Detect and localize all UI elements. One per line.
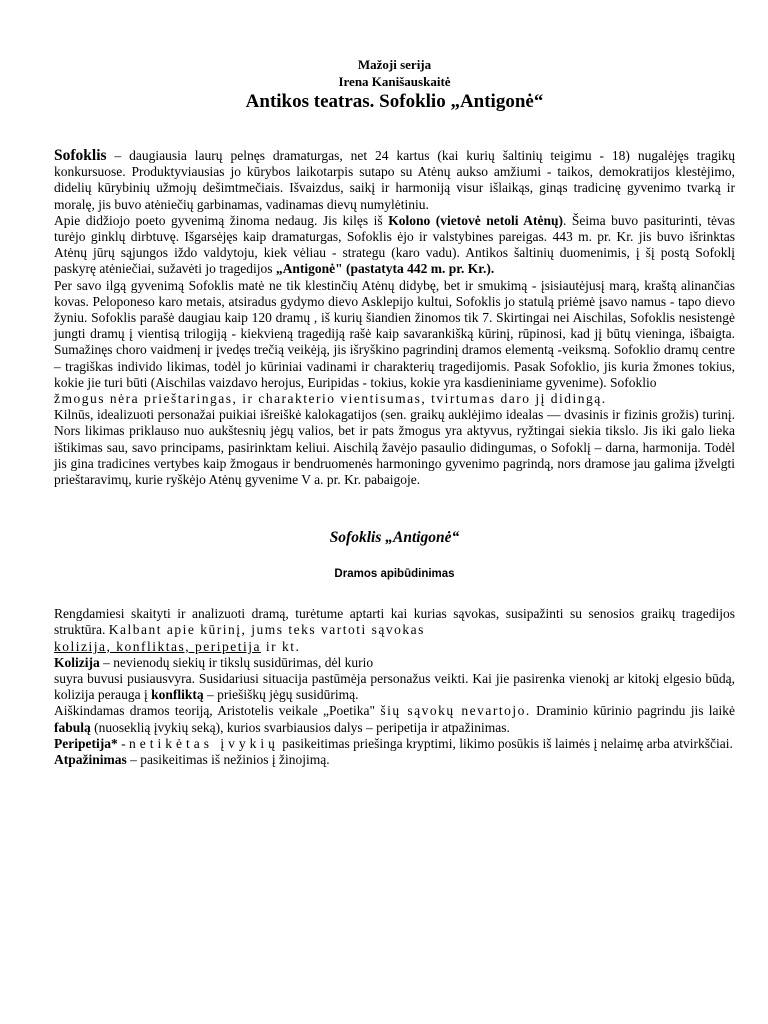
bold-antigone-date: „Antigonė" (pastatyta 442 m. pr. Kr.). xyxy=(275,261,495,277)
section-subtitle: Dramos apibūdinimas xyxy=(334,568,455,581)
spaced-text: šių sąvokų nevartojo. xyxy=(380,703,531,719)
term-atpazinimas: Atpažinimas xyxy=(54,752,127,768)
page-title: Antikos teatras. Sofoklio „Antigonė“ xyxy=(245,91,544,112)
series-label: Mažoji serija xyxy=(357,57,432,72)
text-span: Kilnūs, idealizuoti personažai puikiai išreiškė kalokagatijos (sen. graikų auklėjimo idealas — dvasinis ir fizinis grožis) turinį. Nors likimas priklauso nuo aukštesnių jėgų valios, bet ir pats žmogus yra aktyvus, ryžtingai siekia tikslo. Jis iki galo lieka ištikimas sau, savo principams, pasirinktam keliui. Aischilą žavėjo pasaulio didingumas, o Sofoklį – darna, harmonija. Todėl jis gina tradicines vertybes kaip žmogaus ir bendruomenės harmoningo gyvenimo pagrindą, nors dramose jau galima įžvelgti prieštaravimų, kurie ryškėjo Atėnų gyvenime V a. pr. Kr. pabaigoje. xyxy=(54,407,735,488)
text-span: Aiškindamas dramos teoriją, Aristotelis veikale „Poetika" xyxy=(54,703,381,719)
paragraph-sofoklis xyxy=(54,148,735,213)
spaced-text: Kalbant apie kūrinį, jums teks vartoti sąvokas xyxy=(108,622,425,638)
text-span: - xyxy=(117,735,129,751)
paragraph-peripetija xyxy=(54,736,735,752)
term-peripetija: Peripetija* xyxy=(54,735,118,751)
text-span: . Šeima buvo pasiturinti, tėvas turėjo ginklų dirbtuvę. Išgarsėjęs kaip dramaturgas, Sofoklis ėjo ir valstybines pareigas. 443 m. pr. Kr. jis buvo išrinktas Atėnų jūrų sąjungos iždo valdytoju, kiek vėliau - strategu (karo vadu). Antikos šaltinių duomenimis, į šį postą Sofoklį paskyrę atėniečiai, sužavėti jo tragedijos xyxy=(54,212,735,277)
text-span: Per savo ilgą gyvenimą Sofoklis matė ne tik klestinčių Atėnų didybę, bet ir smukimą - įsisiautėjusį marą, kraštą alinančias kovas. Peloponeso karo metais, atsiradus gydymo dievo Asklepijo kultui, Sofoklis jo statulą priėmė įsavo namus - tapo dievo žyniu. Sofoklis parašė daugiau kaip 120 dramų , iš kurių šiandien žinomos tik 7. Skirtingai nei Aischilas, Sofoklis nesistengė jungti dramų į vientisą trilogiją - kiekvieną tragediją rašė kaip savarankišką kūrinį, rūpinosi, kad jį būtų vieninga, išbaigta. Sumažinęs choro vaidmenį ir įvedęs trečią veikėją, jis išryškino pagrindinį dramos elementą -veiksmą. Sofoklio dramų centre – tragiškas individo likimas, todėl jo kūriniai vadinami ir charakterių tragedijomis. Pasak Sofoklio, jis kuria žmones tokius, kokie jie turi būti (Aischilas vaizdavo herojus, Euripidas - tokius, kokie yra kasdieniniame gyvenime). Sofoklio xyxy=(54,277,735,390)
spaced-text: netikėtas įvykių xyxy=(128,735,279,751)
section-title: Sofoklis „Antigonė“ xyxy=(329,529,460,547)
spaced-text: žmogus nėra prieštaringas, ir charakterio vientisumas, tvirtumas daro jį didingą. xyxy=(54,391,607,407)
term-fabula: fabulą xyxy=(54,719,91,735)
text-span: – priešiškų jėgų susidūrimą. xyxy=(203,687,359,703)
text-span: – nevienodų siekių ir tikslų susidūrimas, dėl kurio xyxy=(99,654,374,670)
paragraph-career xyxy=(54,278,735,408)
paragraph-kolizija xyxy=(54,655,735,704)
term-kolizija: Kolizija xyxy=(54,654,100,670)
text-span: (nuoseklią įvykių seką), kurios svarbiausios dalys – peripetija ir atpažinimas. xyxy=(90,719,510,735)
text-span: pasikeitimas priešinga kryptimi, likimo posūkis iš laimės į nelaimę arba atvirkščiai. xyxy=(278,735,733,751)
paragraph-aristotelis xyxy=(54,703,735,735)
text-span: – pasikeitimas iš nežinios į žinojimą. xyxy=(126,752,330,768)
underlined-terms: kolizija, konfliktas, peripetija xyxy=(54,638,261,654)
bold-kolonas: Kolono (vietovė netoli Atėnų) xyxy=(388,212,563,228)
term-sofoklis: Sofoklis xyxy=(54,147,107,164)
text-span: Apie didžiojo poeto gyvenimą žinoma nedaug. Jis kilęs iš xyxy=(54,212,389,228)
text-span: Draminio kūrinio pagrindu jis laikė xyxy=(530,703,735,719)
text-span: Rengdamiesi skaityti ir analizuoti dramą, turėtume aptarti kai kurias sąvokas, susipažinti su senosios graikų tragedijos struktūra. xyxy=(54,606,735,638)
document-page xyxy=(54,56,735,768)
paragraph-atpazinimas xyxy=(54,752,735,768)
author-name: Irena Kanišauskaitė xyxy=(338,74,451,89)
paragraph-text: – daugiausia laurų pelnęs dramaturgas, net 24 kartus (kai kurių šaltinių teigimu - 18) nugalėjęs tragikų konkursuose. Produktyviausias jo kūrybos laikotarpis sutapo su Atėnų aukso amžiumi - taikos, demokratijos klestėjimo, didelių kūrybinių užmojų dešimtmečiais. Išvaizdus, saikį ir harmoniją visur išlaikąs, ginąs tradicinę gyvenimo tvarką ir moralę, jis buvo atėniečių garbinamas, vadinamas dievų numylėtiniu. xyxy=(54,148,735,212)
term-konfliktas: konfliktą xyxy=(151,687,204,703)
paragraph-kalokagatia xyxy=(54,407,735,488)
paragraph-intro-terms xyxy=(54,606,735,655)
paragraph-life xyxy=(54,213,735,278)
text-span: suyra buvusi pusiausvyra. Susidariusi situacija pastūmėja personažus veikti. Kai jie pasirenka vienokį ar kitokį elgesio būdą, kolizija perauga į xyxy=(54,671,735,703)
spaced-text: ir kt. xyxy=(260,638,301,654)
